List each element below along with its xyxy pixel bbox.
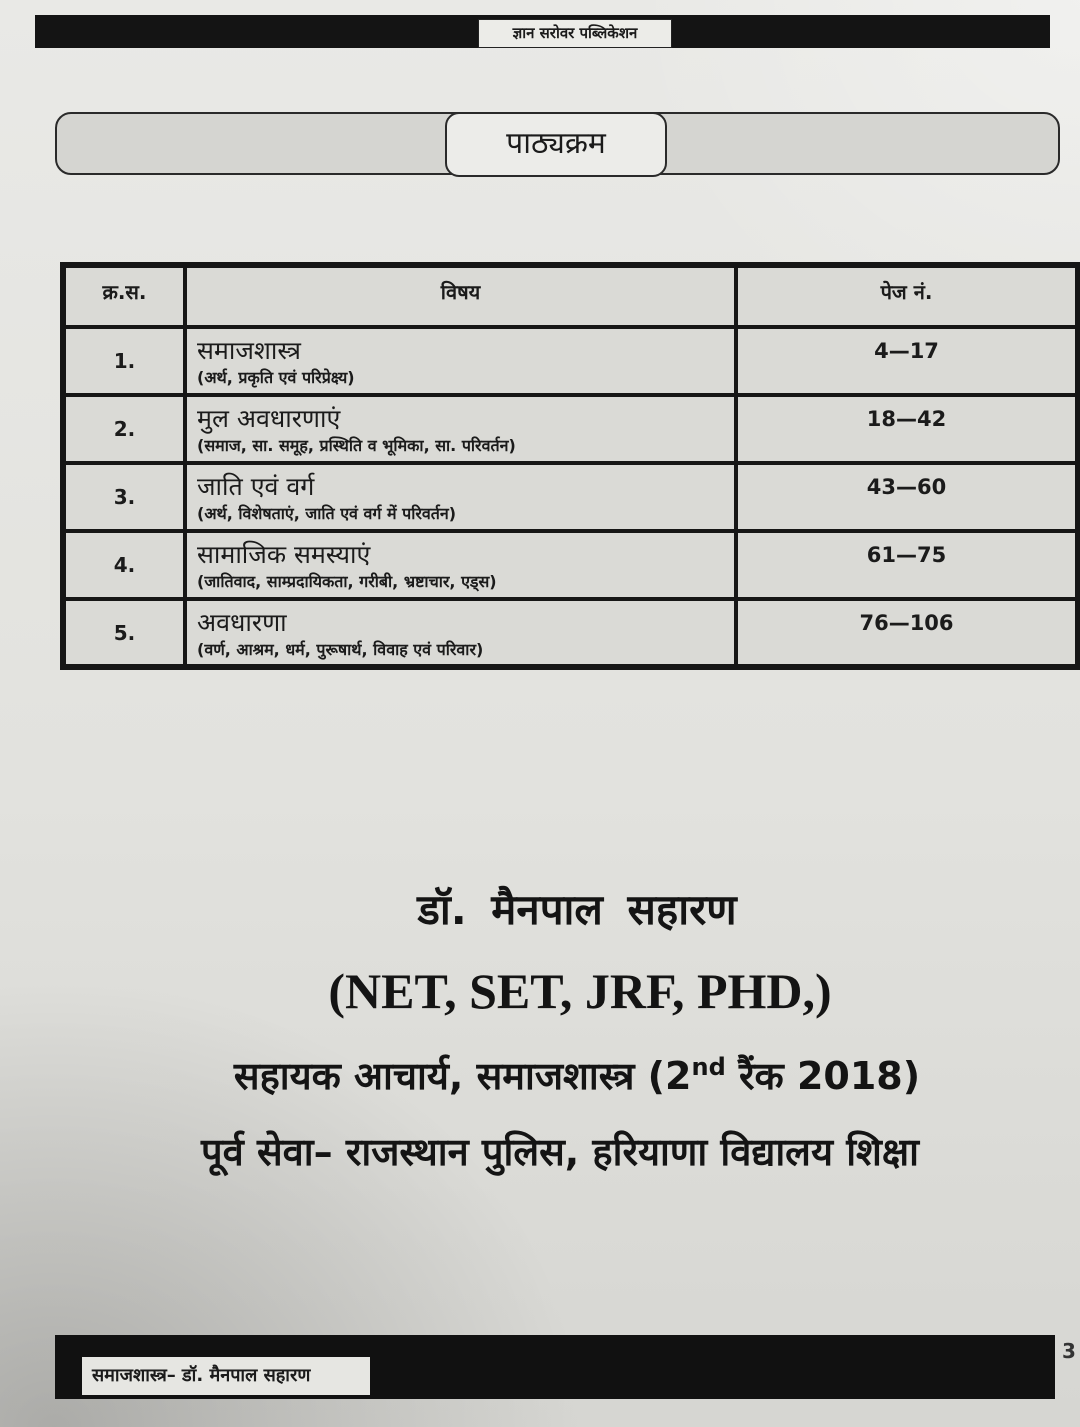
footer-label: समाजशास्त्र– डॉ. मैनपाल सहारण bbox=[80, 1355, 372, 1397]
subject-cell bbox=[185, 531, 736, 599]
subject-topics: (अर्थ, विशेषताएं, जाति एवं वर्ग में परिवर्तन) bbox=[197, 504, 457, 523]
header-serial: क्र.स. bbox=[63, 265, 185, 327]
subject-topics: (अर्थ, प्रकृति एवं परिप्रेक्ष्य) bbox=[197, 368, 355, 387]
serial-cell: 3. bbox=[63, 463, 185, 531]
author-previous-service: पूर्व सेवा– राजस्थान पुलिस, हरियाणा विद्यालय शिक्षा bbox=[201, 1130, 919, 1174]
subject-topics: (वर्ण, आश्रम, धर्म, पुरूषार्थ, विवाह एवं परिवार) bbox=[197, 640, 484, 659]
subject-title: समाजशास्त्र bbox=[197, 336, 301, 365]
author-designation bbox=[0, 1045, 1080, 1107]
subject-cell bbox=[185, 599, 736, 667]
header-pages: पेज नं. bbox=[736, 265, 1078, 327]
table-row bbox=[63, 599, 1078, 667]
syllabus-table bbox=[60, 262, 1080, 670]
subject-topics: (समाज, सा. समूह, प्रस्थिति व भूमिका, सा. परिवर्तन) bbox=[197, 436, 516, 455]
serial-cell: 1. bbox=[63, 327, 185, 395]
table-row bbox=[63, 395, 1078, 463]
subject-title: मुल अवधारणाएं bbox=[197, 404, 341, 433]
table-row bbox=[63, 531, 1078, 599]
author-qualifications: (NET, SET, JRF, PHD,) bbox=[328, 963, 832, 1019]
serial-cell: 4. bbox=[63, 531, 185, 599]
pages-cell: 43—60 bbox=[736, 463, 1078, 531]
table-row bbox=[63, 463, 1078, 531]
pages-cell: 76—106 bbox=[736, 599, 1078, 667]
designation-rank-text: रैंक 2018) bbox=[725, 1054, 921, 1098]
footer-bar bbox=[55, 1335, 1055, 1399]
subject-cell bbox=[185, 463, 736, 531]
table-row bbox=[63, 327, 1078, 395]
rank-superscript: nd bbox=[691, 1053, 726, 1081]
pages-cell: 18—42 bbox=[736, 395, 1078, 463]
serial-cell: 5. bbox=[63, 599, 185, 667]
subject-title: जाति एवं वर्ग bbox=[197, 472, 315, 501]
serial-cell: 2. bbox=[63, 395, 185, 463]
section-title: पाठ्यक्रम bbox=[445, 112, 667, 177]
header-bar bbox=[35, 15, 1050, 48]
subject-topics: (जातिवाद, साम्प्रदायिकता, गरीबी, भ्रष्टाचार, एड्स) bbox=[197, 572, 497, 591]
pages-cell: 4—17 bbox=[736, 327, 1078, 395]
subject-title: सामाजिक समस्याएं bbox=[197, 540, 371, 569]
designation-text: सहायक आचार्य, समाजशास्त्र (2 bbox=[233, 1054, 692, 1098]
subject-title: अवधारणा bbox=[197, 608, 287, 637]
header-subject: विषय bbox=[185, 265, 736, 327]
section-title-box bbox=[55, 112, 1060, 175]
subject-cell bbox=[185, 395, 736, 463]
subject-cell bbox=[185, 327, 736, 395]
page-number: 3 bbox=[1062, 1339, 1076, 1363]
table-header-row bbox=[63, 265, 1078, 327]
publisher-label: ज्ञान सरोवर पब्लिकेशन bbox=[478, 19, 672, 48]
pages-cell: 61—75 bbox=[736, 531, 1078, 599]
author-name: डॉ. मैनपाल सहारण bbox=[417, 885, 737, 934]
